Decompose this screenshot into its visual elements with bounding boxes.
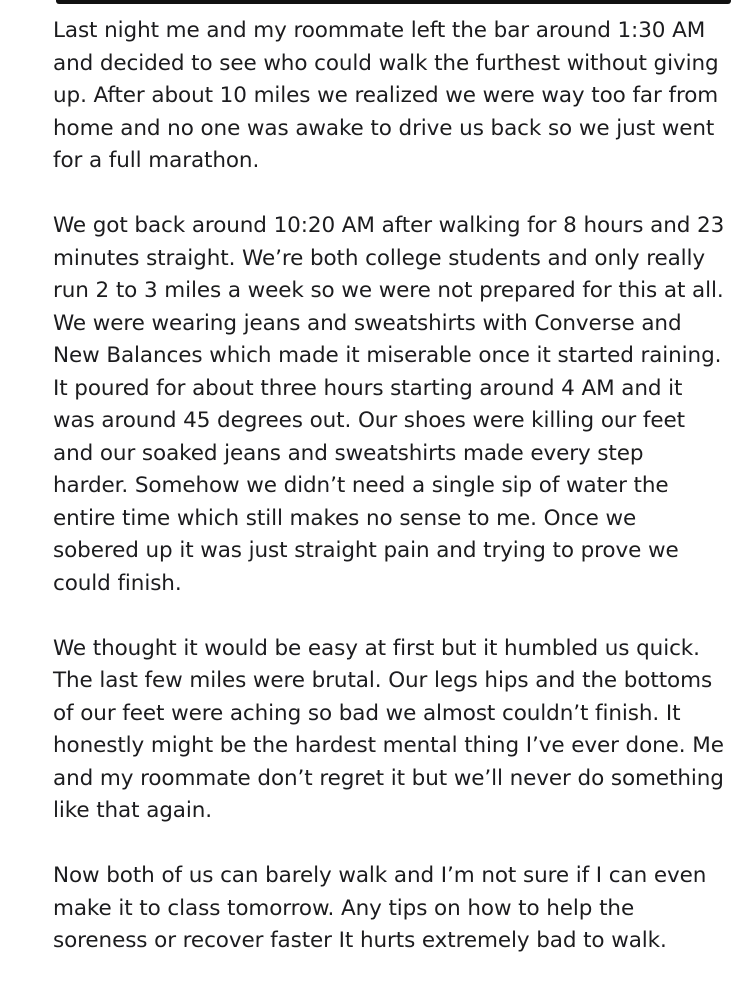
post-paragraph-1: Last night me and my roommate left the bar around 1:30 AM and decided to see who could walk the furthest without giving up. After about 10 miles we realized we were way too far from home and no one was awake to drive us back so we just went for a full marathon. [53,18,719,173]
post-body [53,15,725,958]
post-paragraph-3: We thought it would be easy at first but it humbled us quick. The last few miles were brutal. Our legs hips and the bottoms of our feet were aching so bad we almost couldn’t finish. It honestly might be the hardest mental thing I’ve ever done. Me and my roommate don’t regret it but we’ll never do something like that again. [53,635,724,823]
top-edge-bar [56,0,731,4]
post-paragraph-2: We got back around 10:20 AM after walking for 8 hours and 23 minutes straight. We’re both college students and only really run 2 to 3 miles a week so we were not prepared for this at all. We were wearing jeans and sweatshirts with Converse and New Balances which made it miserable once it started raining. It poured for about three hours starting around 4 AM and it was around 45 degrees out. Our shoes were killing our feet and our soaked jeans and sweatshirts made every step harder. Somehow we didn’t need a single sip of water the entire time which still makes no sense to me. Once we sobered up it was just straight pain and trying to prove we could finish. [53,213,725,596]
post-paragraph-4: Now both of us can barely walk and I’m not sure if I can even make it to class tomorrow. Any tips on how to help the soreness or recover faster It hurts extremely bad to walk. [53,863,707,953]
